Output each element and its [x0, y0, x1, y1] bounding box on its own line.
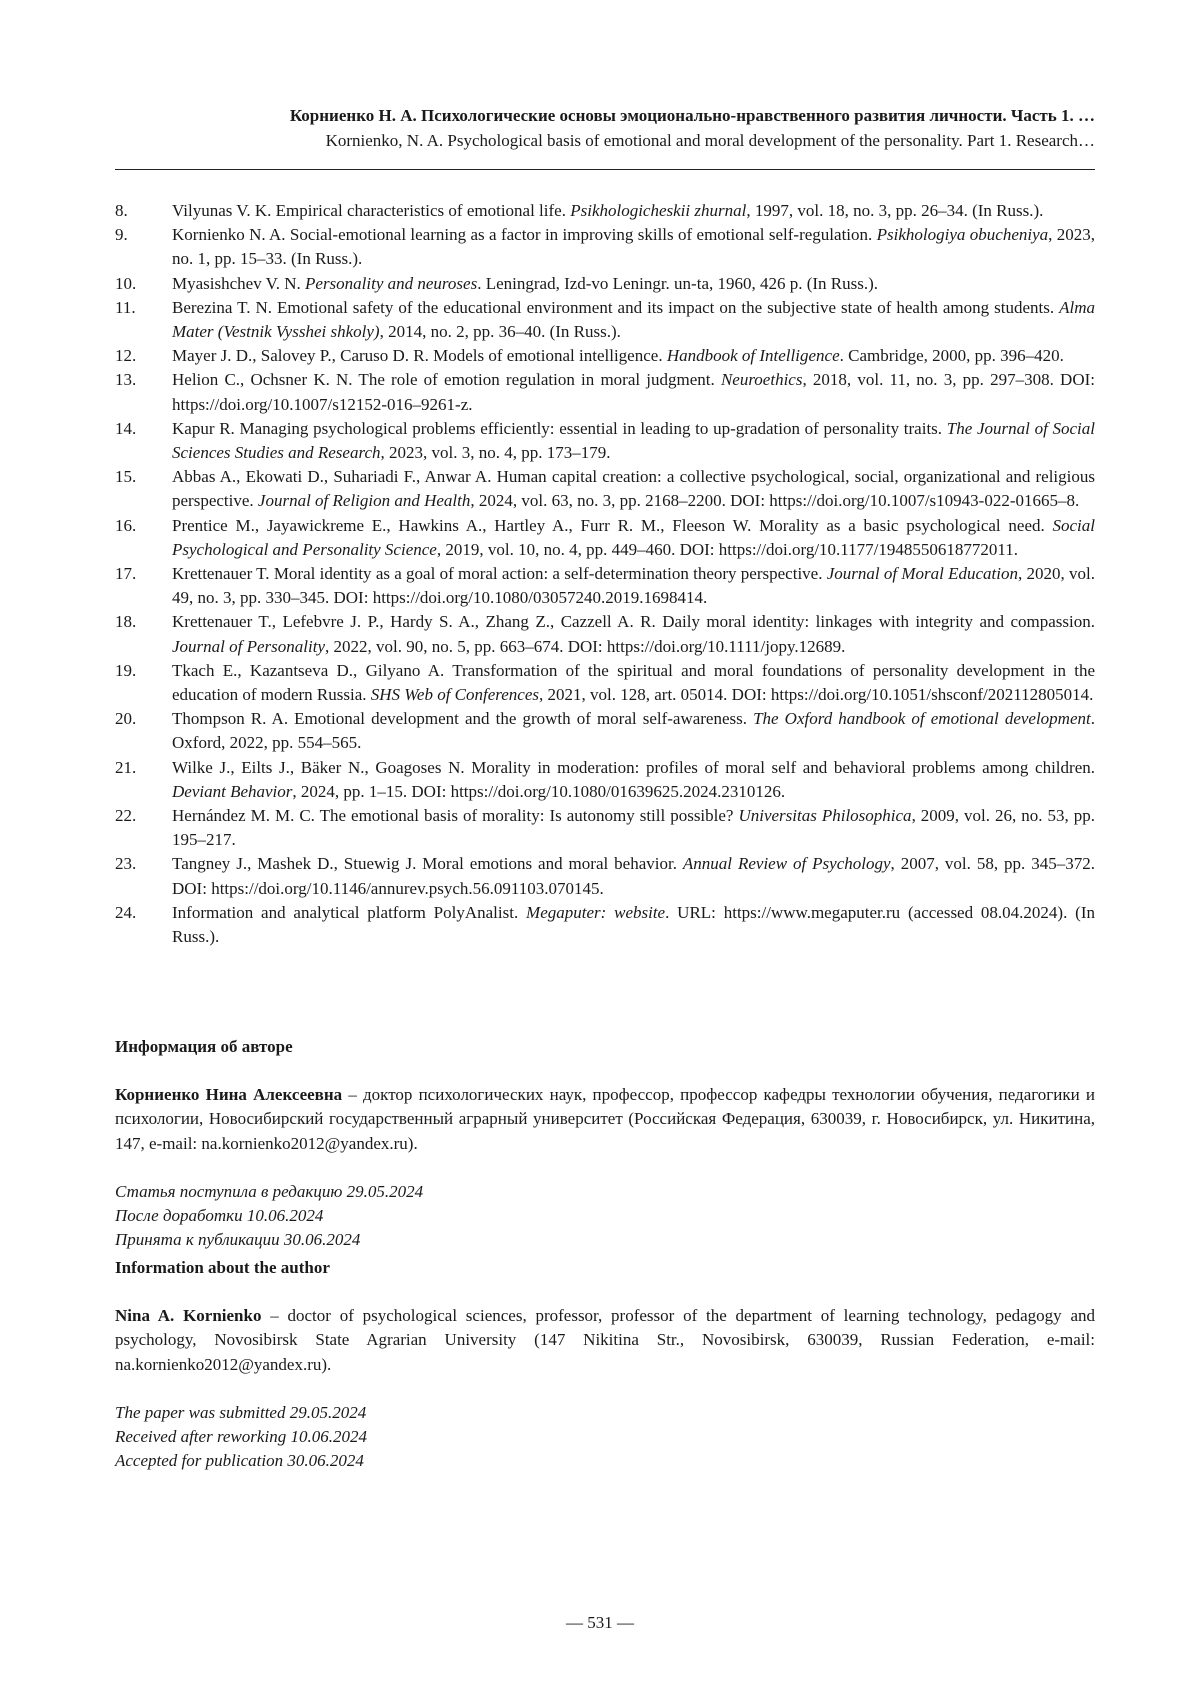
reference-item: [115, 465, 1095, 513]
reference-source: Megaputer: website: [526, 903, 665, 922]
author-details-ru: – доктор психологических наук, профессор, профессор кафедры технологии обучения, педагогики и психологии, Новосибирский государственный аграрный университет (Российская Федерация, 630039, г. Новосибирск, ул. Никитина, 147, e-mail: na.kornienko2012@yandex.ru).: [115, 1085, 1095, 1152]
reference-item: [115, 272, 1095, 296]
reference-number: 14.: [115, 417, 172, 465]
reference-item: [115, 223, 1095, 271]
reference-source: Deviant Behavior: [172, 782, 292, 801]
reference-source: Personality and neuroses: [305, 274, 477, 293]
reference-source: SHS Web of Conferences: [371, 685, 539, 704]
reference-text: Berezina T. N. Emotional safety of the educational environment and its impact on the subjective state of health among students. Alma Mater (Vestnik Vysshei shkoly), 2014, no. 2, pp. 36–40. (In Russ.).: [172, 296, 1095, 344]
date-accepted-ru: Принята к публикации 30.06.2024: [115, 1228, 1095, 1252]
reference-item: [115, 901, 1095, 949]
reference-text: Myasishchev V. N. Personality and neuroses. Leningrad, Izd-vo Leningr. un-ta, 1960, 426 p. (In Russ.).: [172, 272, 1095, 296]
author-description-en: [115, 1304, 1095, 1377]
reference-item: [115, 296, 1095, 344]
reference-source: Journal of Moral Education: [827, 564, 1018, 583]
running-header: [115, 103, 1095, 153]
reference-text: Wilke J., Eilts J., Bäker N., Goagoses N. Morality in moderation: profiles of moral self and behavioral problems among children. Deviant Behavior, 2024, pp. 1–15. DOI: https://doi.org/10.1080/01639625.2024.2310126.: [172, 756, 1095, 804]
reference-number: 21.: [115, 756, 172, 804]
author-info-en: [115, 1256, 1095, 1473]
reference-item: [115, 852, 1095, 900]
reference-item: [115, 368, 1095, 416]
reference-text: Krettenauer T. Moral identity as a goal of moral action: a self-determination theory perspective. Journal of Moral Education, 2020, vol. 49, no. 3, pp. 330–345. DOI: https://doi.org/10.1080/03057240.2019.1698414.: [172, 562, 1095, 610]
reference-text: Kapur R. Managing psychological problems efficiently: essential in leading to up-gradation of personality traits. The Journal of Social Sciences Studies and Research, 2023, vol. 3, no. 4, pp. 173–179.: [172, 417, 1095, 465]
reference-number: 16.: [115, 514, 172, 562]
reference-text: Helion C., Ochsner K. N. The role of emotion regulation in moral judgment. Neuroethics, 2018, vol. 11, no. 3, pp. 297–308. DOI: https://doi.org/10.1007/s12152-016–9261-z.: [172, 368, 1095, 416]
reference-number: 13.: [115, 368, 172, 416]
page-number: — 531 —: [0, 1613, 1200, 1633]
reference-number: 12.: [115, 344, 172, 368]
running-header-ru: Корниенко Н. А. Психологические основы эмоционально-нравственного развития личности. Часть 1. …: [115, 103, 1095, 128]
author-name-ru: Корниенко Нина Алексеевна: [115, 1085, 342, 1104]
article-dates-ru: [115, 1180, 1095, 1253]
reference-item: [115, 417, 1095, 465]
reference-text: Vilyunas V. K. Empirical characteristics of emotional life. Psikhologicheskii zhurnal, 1997, vol. 18, no. 3, pp. 26–34. (In Russ.).: [172, 199, 1095, 223]
reference-text: Tangney J., Mashek D., Stuewig J. Moral emotions and moral behavior. Annual Review of Psychology, 2007, vol. 58, pp. 345–372. DOI: https://doi.org/10.1146/annurev.psych.56.091103.070145.: [172, 852, 1095, 900]
author-details-en: – doctor of psychological sciences, professor, professor of the department of learning technology, pedagogy and psychology, Novosibirsk State Agrarian University (147 Nikitina Str., Novosibirsk, 630039, Russian Federation, e-mail: na.kornienko2012@yandex.ru).: [115, 1306, 1095, 1373]
date-revised-ru: После доработки 10.06.2024: [115, 1204, 1095, 1228]
reference-source: Journal of Personality: [172, 637, 325, 656]
author-info-ru-heading: Информация об авторе: [115, 1035, 1095, 1059]
reference-item: [115, 514, 1095, 562]
reference-source: Psikhologicheskii zhurnal: [570, 201, 746, 220]
reference-number: 24.: [115, 901, 172, 949]
reference-source: Social Psychological and Personality Science: [172, 516, 1095, 559]
reference-source: Journal of Religion and Health: [258, 491, 470, 510]
reference-text: Prentice M., Jayawickreme E., Hawkins A., Hartley A., Furr R. M., Fleeson W. Morality as a basic psychological need. Social Psychological and Personality Science, 2019, vol. 10, no. 4, pp. 449–460. DOI: https://doi.org/10.1177/1948550618772011.: [172, 514, 1095, 562]
reference-text: Tkach E., Kazantseva D., Gilyano A. Transformation of the spiritual and moral foundations of personality development in the education of modern Russia. SHS Web of Conferences, 2021, vol. 128, art. 05014. DOI: https://doi.org/10.1051/shsconf/202112805014.: [172, 659, 1095, 707]
reference-item: [115, 344, 1095, 368]
reference-text: Thompson R. A. Emotional development and the growth of moral self-awareness. The Oxford handbook of emotional development. Oxford, 2022, pp. 554–565.: [172, 707, 1095, 755]
reference-text: Kornienko N. A. Social-emotional learning as a factor in improving skills of emotional self-regulation. Psikhologiya obucheniya, 2023, no. 1, pp. 15–33. (In Russ.).: [172, 223, 1095, 271]
reference-number: 8.: [115, 199, 172, 223]
reference-number: 17.: [115, 562, 172, 610]
author-info-ru: [115, 1035, 1095, 1252]
reference-number: 11.: [115, 296, 172, 344]
date-accepted-en: Accepted for publication 30.06.2024: [115, 1449, 1095, 1473]
reference-number: 23.: [115, 852, 172, 900]
reference-source: Neuroethics: [721, 370, 803, 389]
running-header-en: Kornienko, N. A. Psychological basis of emotional and moral development of the personality. Part 1. Research…: [115, 128, 1095, 153]
journal-page: [0, 0, 1200, 1697]
date-submitted-en: The paper was submitted 29.05.2024: [115, 1401, 1095, 1425]
reference-text: Krettenauer T., Lefebvre J. P., Hardy S. A., Zhang Z., Cazzell A. R. Daily moral identity: linkages with integrity and compassion. Journal of Personality, 2022, vol. 90, no. 5, pp. 663–674. DOI: https://doi.org/10.1111/jopy.12689.: [172, 610, 1095, 658]
reference-number: 9.: [115, 223, 172, 271]
reference-source: Universitas Philosophica: [738, 806, 911, 825]
author-name-en: Nina A. Kornienko: [115, 1306, 261, 1325]
reference-item: [115, 199, 1095, 223]
reference-text: Information and analytical platform PolyAnalist. Megaputer: website. URL: https://www.megaputer.ru (accessed 08.04.2024). (In Russ.).: [172, 901, 1095, 949]
reference-item: [115, 610, 1095, 658]
reference-item: [115, 707, 1095, 755]
author-description-ru: [115, 1083, 1095, 1156]
reference-source: The Journal of Social Sciences Studies and Research: [172, 419, 1095, 462]
reference-source: Annual Review of Psychology: [683, 854, 891, 873]
date-revised-en: Received after reworking 10.06.2024: [115, 1425, 1095, 1449]
reference-source: Handbook of Intelligence: [667, 346, 840, 365]
reference-number: 15.: [115, 465, 172, 513]
reference-source: Alma Mater (Vestnik Vysshei shkoly): [172, 298, 1095, 341]
reference-number: 22.: [115, 804, 172, 852]
reference-list: [115, 199, 1095, 949]
reference-source: The Oxford handbook of emotional development: [753, 709, 1091, 728]
reference-item: [115, 659, 1095, 707]
reference-text: Hernández M. M. C. The emotional basis of morality: Is autonomy still possible? Universitas Philosophica, 2009, vol. 26, no. 53, pp. 195–217.: [172, 804, 1095, 852]
reference-item: [115, 562, 1095, 610]
header-divider: [115, 169, 1095, 170]
date-submitted-ru: Статья поступила в редакцию 29.05.2024: [115, 1180, 1095, 1204]
reference-number: 19.: [115, 659, 172, 707]
author-info-en-heading: Information about the author: [115, 1256, 1095, 1280]
reference-text: Mayer J. D., Salovey P., Caruso D. R. Models of emotional intelligence. Handbook of Intelligence. Cambridge, 2000, pp. 396–420.: [172, 344, 1095, 368]
reference-number: 18.: [115, 610, 172, 658]
reference-item: [115, 804, 1095, 852]
article-dates-en: [115, 1401, 1095, 1474]
reference-item: [115, 756, 1095, 804]
reference-number: 10.: [115, 272, 172, 296]
reference-text: Abbas A., Ekowati D., Suhariadi F., Anwar A. Human capital creation: a collective psychological, social, organizational and religious perspective. Journal of Religion and Health, 2024, vol. 63, no. 3, pp. 2168–2200. DOI: https://doi.org/10.1007/s10943-022-01665–8.: [172, 465, 1095, 513]
reference-number: 20.: [115, 707, 172, 755]
reference-source: Psikhologiya obucheniya: [877, 225, 1049, 244]
